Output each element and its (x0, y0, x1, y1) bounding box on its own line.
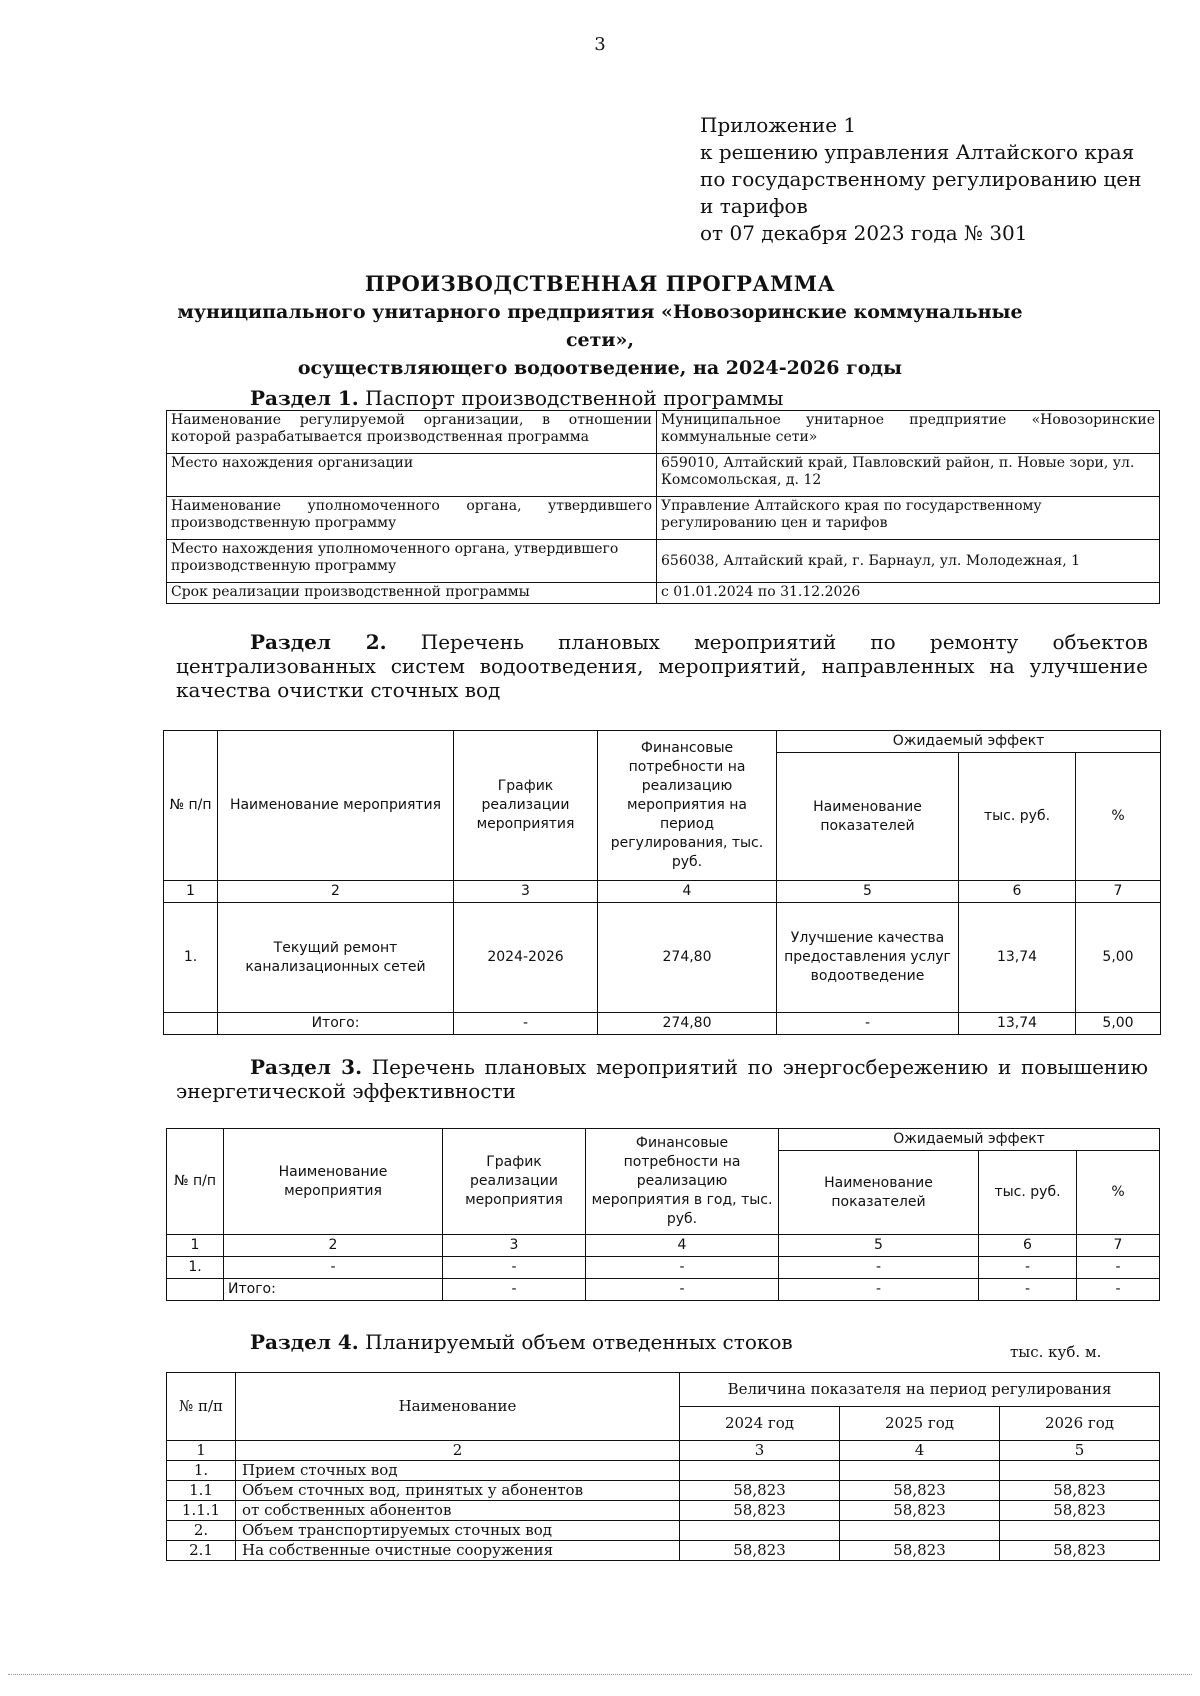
column-number: 3 (680, 1441, 840, 1461)
section2-heading (176, 630, 1148, 702)
row-thousand: - (979, 1257, 1077, 1279)
row-thousand: 13,74 (959, 903, 1076, 1013)
row-name: Прием сточных вод (236, 1461, 680, 1481)
row-value (1000, 1461, 1160, 1481)
header-year: 2024 год (680, 1407, 840, 1441)
table-row (167, 1481, 1160, 1501)
total-row (167, 1279, 1160, 1301)
row-schedule: 2024-2026 (454, 903, 598, 1013)
column-number: 2 (224, 1235, 443, 1257)
column-number: 2 (218, 881, 454, 903)
section1-label: Раздел 1. (250, 386, 359, 410)
row-value (680, 1461, 840, 1481)
row-value: 58,823 (1000, 1541, 1160, 1561)
table-row (167, 1521, 1160, 1541)
row-name: Объем сточных вод, принятых у абонентов (236, 1481, 680, 1501)
passport-name-cell: Наименование регулируемой организации, в отношении которой разрабатывается производственная программа (167, 411, 657, 454)
appendix-line: Приложение 1 (700, 113, 857, 137)
row-finance: 274,80 (598, 903, 777, 1013)
table-row (167, 454, 1160, 497)
column-number: 5 (777, 881, 959, 903)
row-value: 58,823 (680, 1481, 840, 1501)
passport-name-cell: Место нахождения уполномоченного органа, утвердившего производственную программу (167, 540, 657, 583)
section3-label: Раздел 3. (250, 1055, 363, 1079)
passport-value-cell: 659010, Алтайский край, Павловский район, п. Новые зори, ул. Комсомольская, д. 12 (657, 454, 1160, 497)
section1-text: Паспорт производственной программы (365, 386, 784, 410)
row-finance: - (586, 1257, 779, 1279)
row-name: Текущий ремонт канализационных сетей (218, 903, 454, 1013)
column-number: 5 (1000, 1441, 1160, 1461)
header-schedule: График реализации мероприятия (454, 731, 598, 881)
passport-value-cell: с 01.01.2024 по 31.12.2026 (657, 583, 1160, 604)
row-percent: - (1077, 1257, 1160, 1279)
table-header-row (167, 1373, 1160, 1407)
total-percent: - (1077, 1279, 1160, 1301)
section2-label: Раздел 2. (250, 630, 387, 654)
header-thousand: тыс. руб. (979, 1151, 1077, 1235)
row-num: 1. (167, 1257, 224, 1279)
header-percent: % (1076, 753, 1161, 881)
column-number: 5 (779, 1235, 979, 1257)
table-row (167, 1257, 1160, 1279)
table-row (167, 497, 1160, 540)
table-row (167, 1541, 1160, 1561)
appendix-line: и тарифов (700, 194, 808, 218)
total-thousand: - (979, 1279, 1077, 1301)
row-value: 58,823 (840, 1541, 1000, 1561)
row-name: На собственные очистные сооружения (236, 1541, 680, 1561)
total-thousand: 13,74 (959, 1013, 1076, 1035)
row-num: 2.1 (167, 1541, 236, 1561)
row-value (1000, 1521, 1160, 1541)
passport-name-cell: Место нахождения организации (167, 454, 657, 497)
total-finance: 274,80 (598, 1013, 777, 1035)
column-number: 4 (586, 1235, 779, 1257)
table-row (167, 1461, 1160, 1481)
title-main: ПРОИЗВОДСТВЕННАЯ ПРОГРАММА (364, 271, 836, 296)
column-number: 1 (167, 1235, 224, 1257)
header-finance: Финансовые потребности на реализацию мероприятия на период регулирования, тыс. руб. (598, 731, 777, 881)
row-schedule: - (443, 1257, 586, 1279)
header-schedule: График реализации мероприятия (443, 1129, 586, 1235)
total-schedule: - (454, 1013, 598, 1035)
appendix-line: к решению управления Алтайского края (700, 140, 1135, 164)
row-value (840, 1461, 1000, 1481)
row-value (680, 1521, 840, 1541)
passport-value-cell: Управление Алтайского края по государственному регулированию цен и тарифов (657, 497, 1160, 540)
appendix-line: от 07 декабря 2023 года № 301 (700, 221, 1028, 245)
section4-text: Планируемый объем отведенных стоков (365, 1330, 793, 1354)
section4-heading (250, 1330, 793, 1354)
energy-measures-table (166, 1128, 1160, 1301)
header-thousand: тыс. руб. (959, 753, 1076, 881)
row-num: 1.1.1 (167, 1501, 236, 1521)
total-schedule: - (443, 1279, 586, 1301)
column-number: 4 (598, 881, 777, 903)
row-value: 58,823 (840, 1481, 1000, 1501)
row-num: 1. (164, 903, 218, 1013)
title-line3: осуществляющего водоотведение, на 2024-2026 годы (297, 357, 903, 379)
table-row (167, 583, 1160, 604)
total-row (164, 1013, 1161, 1035)
table-row (167, 540, 1160, 583)
row-num: 1.1 (167, 1481, 236, 1501)
column-number: 3 (454, 881, 598, 903)
table-header-row (167, 1129, 1160, 1151)
passport-name-cell: Срок реализации производственной программы (167, 583, 657, 604)
header-name: Наименование мероприятия (224, 1129, 443, 1235)
column-number: 3 (443, 1235, 586, 1257)
row-indicator: Улучшение качества предоставления услуг водоотведение (777, 903, 959, 1013)
header-num: № п/п (164, 731, 218, 881)
header-effect: Ожидаемый эффект (779, 1129, 1160, 1151)
passport-name-cell: Наименование уполномоченного органа, утвердившего производственную программу (167, 497, 657, 540)
total-percent: 5,00 (1076, 1013, 1161, 1035)
column-number: 6 (959, 881, 1076, 903)
header-finance: Финансовые потребности на реализацию мероприятия в год, тыс. руб. (586, 1129, 779, 1235)
total-empty-cell (164, 1013, 218, 1035)
total-label: Итого: (218, 1013, 454, 1035)
column-number-row (167, 1441, 1160, 1461)
document-title (160, 270, 1040, 382)
row-name: - (224, 1257, 443, 1279)
column-number: 1 (167, 1441, 236, 1461)
title-line2: муниципального унитарного предприятия «Новозоринские коммунальные сети», (177, 301, 1023, 351)
row-indicator: - (779, 1257, 979, 1279)
section4-label: Раздел 4. (250, 1330, 359, 1354)
wastewater-volume-table (166, 1372, 1160, 1561)
total-indicator: - (779, 1279, 979, 1301)
column-number: 7 (1077, 1235, 1160, 1257)
column-number: 6 (979, 1235, 1077, 1257)
total-empty-cell (167, 1279, 224, 1301)
column-number: 7 (1076, 881, 1161, 903)
header-num: № п/п (167, 1129, 224, 1235)
section3-text: Перечень плановых мероприятий по энергосбережению и повышению энергетической эффективности (176, 1055, 1148, 1103)
row-num: 1. (167, 1461, 236, 1481)
row-name: от собственных абонентов (236, 1501, 680, 1521)
row-value: 58,823 (680, 1541, 840, 1561)
page-number: 3 (594, 34, 606, 55)
passport-table (166, 410, 1160, 604)
row-name: Объем транспортируемых сточных вод (236, 1521, 680, 1541)
passport-value-cell: 656038, Алтайский край, г. Барнаул, ул. Молодежная, 1 (657, 540, 1160, 583)
row-value: 58,823 (680, 1501, 840, 1521)
row-value (840, 1521, 1000, 1541)
total-indicator: - (777, 1013, 959, 1035)
header-period: Величина показателя на период регулирования (680, 1373, 1160, 1407)
scan-edge-line (8, 1674, 1192, 1675)
section3-heading (176, 1055, 1148, 1103)
appendix-block (700, 112, 1141, 247)
row-value: 58,823 (840, 1501, 1000, 1521)
passport-value-cell: Муниципальное унитарное предприятие «Новозоринские коммунальные сети» (657, 411, 1160, 454)
column-number-row (167, 1235, 1160, 1257)
table-row (164, 903, 1161, 1013)
row-percent: 5,00 (1076, 903, 1161, 1013)
column-number-row (164, 881, 1161, 903)
section2-text: Перечень плановых мероприятий по ремонту объектов централизованных систем водоотведения, мероприятий, направленных на улучшение качества очистки сточных вод (176, 630, 1148, 702)
header-effect: Ожидаемый эффект (777, 731, 1161, 753)
total-label: Итого: (224, 1279, 443, 1301)
table-header-row (164, 731, 1161, 753)
header-name: Наименование мероприятия (218, 731, 454, 881)
row-num: 2. (167, 1521, 236, 1541)
header-year: 2025 год (840, 1407, 1000, 1441)
appendix-line: по государственному регулированию цен (700, 167, 1142, 191)
column-number: 1 (164, 881, 218, 903)
header-indicator: Наименование показателей (777, 753, 959, 881)
row-value: 58,823 (1000, 1501, 1160, 1521)
header-percent: % (1077, 1151, 1160, 1235)
table-row (167, 411, 1160, 454)
column-number: 2 (236, 1441, 680, 1461)
header-num: № п/п (167, 1373, 236, 1441)
header-indicator: Наименование показателей (779, 1151, 979, 1235)
header-year: 2026 год (1000, 1407, 1160, 1441)
total-finance: - (586, 1279, 779, 1301)
row-value: 58,823 (1000, 1481, 1160, 1501)
table-row (167, 1501, 1160, 1521)
column-number: 4 (840, 1441, 1000, 1461)
unit-label: тыс. куб. м. (1010, 1343, 1102, 1361)
section1-heading (250, 386, 783, 410)
header-name: Наименование (236, 1373, 680, 1441)
repair-measures-table (163, 730, 1161, 1035)
